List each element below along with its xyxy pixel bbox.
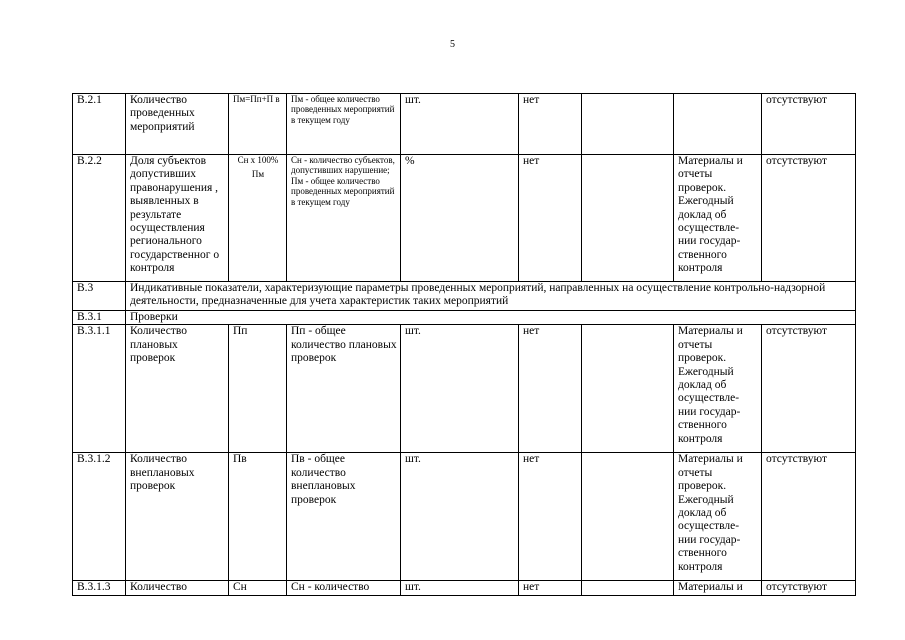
empty-cell bbox=[582, 155, 674, 282]
indicator-name: Количество плановых проверок bbox=[126, 325, 229, 453]
table-row-b221 bbox=[73, 94, 856, 155]
data-source: Материалы и отчеты проверок. Ежегодный доклад об осуществле- нии государ- ственного контроля bbox=[674, 453, 762, 581]
status: отсутствуют bbox=[762, 155, 856, 282]
formula-denominator: Пм bbox=[251, 169, 265, 179]
formula-description: Сн - количество bbox=[287, 581, 401, 596]
row-code: В.2.1 bbox=[73, 94, 126, 155]
unit: шт. bbox=[401, 581, 519, 596]
indicator-formula: Пв bbox=[229, 453, 287, 581]
indicator-name: Количество bbox=[126, 581, 229, 596]
formula-description: Пм - общее количество проведенных мероприятий в текущем году bbox=[287, 94, 401, 155]
row-code: В.3.1.3 bbox=[73, 581, 126, 596]
row-code: В.2.2 bbox=[73, 155, 126, 282]
empty-cell bbox=[582, 453, 674, 581]
empty-cell bbox=[582, 325, 674, 453]
empty-cell bbox=[582, 94, 674, 155]
table-row-b313 bbox=[73, 581, 856, 596]
indicator-formula bbox=[229, 155, 287, 282]
table-row-b3 bbox=[73, 282, 856, 311]
value: нет bbox=[519, 94, 582, 155]
row-code: В.3 bbox=[73, 282, 126, 311]
row-code: В.3.1 bbox=[73, 311, 126, 325]
value: нет bbox=[519, 453, 582, 581]
unit: шт. bbox=[401, 325, 519, 453]
value: нет bbox=[519, 325, 582, 453]
table-row-b311 bbox=[73, 325, 856, 453]
unit: шт. bbox=[401, 453, 519, 581]
unit: шт. bbox=[401, 94, 519, 155]
table-row-b312 bbox=[73, 453, 856, 581]
data-source: Материалы и отчеты проверок. Ежегодный доклад об осуществле- нии государ- ственного контроля bbox=[674, 155, 762, 282]
data-source: Материалы и bbox=[674, 581, 762, 596]
indicator-formula: Пм=Пп+П в bbox=[229, 94, 287, 155]
indicators-table bbox=[72, 93, 856, 596]
status: отсутствуют bbox=[762, 94, 856, 155]
indicator-formula: Пп bbox=[229, 325, 287, 453]
data-source bbox=[674, 94, 762, 155]
indicator-formula: Сн bbox=[229, 581, 287, 596]
data-source: Материалы и отчеты проверок. Ежегодный доклад об осуществле- нии государ- ственного контроля bbox=[674, 325, 762, 453]
status: отсутствуют bbox=[762, 581, 856, 596]
status: отсутствуют bbox=[762, 453, 856, 581]
status: отсутствуют bbox=[762, 325, 856, 453]
table-row-b31 bbox=[73, 311, 856, 325]
indicator-name: Количество проведенных мероприятий bbox=[126, 94, 229, 155]
empty-cell bbox=[582, 581, 674, 596]
unit: % bbox=[401, 155, 519, 282]
value: нет bbox=[519, 155, 582, 282]
section-heading: Проверки bbox=[126, 311, 856, 325]
formula-description: Сн - количество субъектов, допустивших нарушение; Пм - общее количество проведенных мероприятий в текущем году bbox=[287, 155, 401, 282]
section-heading: Индикативные показатели, характеризующие параметры проведенных мероприятий, направленных на осуществление контрольно-надзорной деятельности, предназначенные для учета характеристик таких мероприятий bbox=[126, 282, 856, 311]
row-code: В.3.1.2 bbox=[73, 453, 126, 581]
page-number: 5 bbox=[450, 39, 455, 50]
formula-description: Пп - общее количество плановых проверок bbox=[287, 325, 401, 453]
indicator-name: Количество внеплановых проверок bbox=[126, 453, 229, 581]
indicator-name: Доля субъектов допустивших правонарушения , выявленных в результате осуществления регионального государственног о контроля bbox=[126, 155, 229, 282]
table-row-b222 bbox=[73, 155, 856, 282]
row-code: В.3.1.1 bbox=[73, 325, 126, 453]
formula-numerator: Сн х 100% bbox=[237, 155, 279, 165]
formula-description: Пв - общее количество внеплановых проверок bbox=[287, 453, 401, 581]
value: нет bbox=[519, 581, 582, 596]
